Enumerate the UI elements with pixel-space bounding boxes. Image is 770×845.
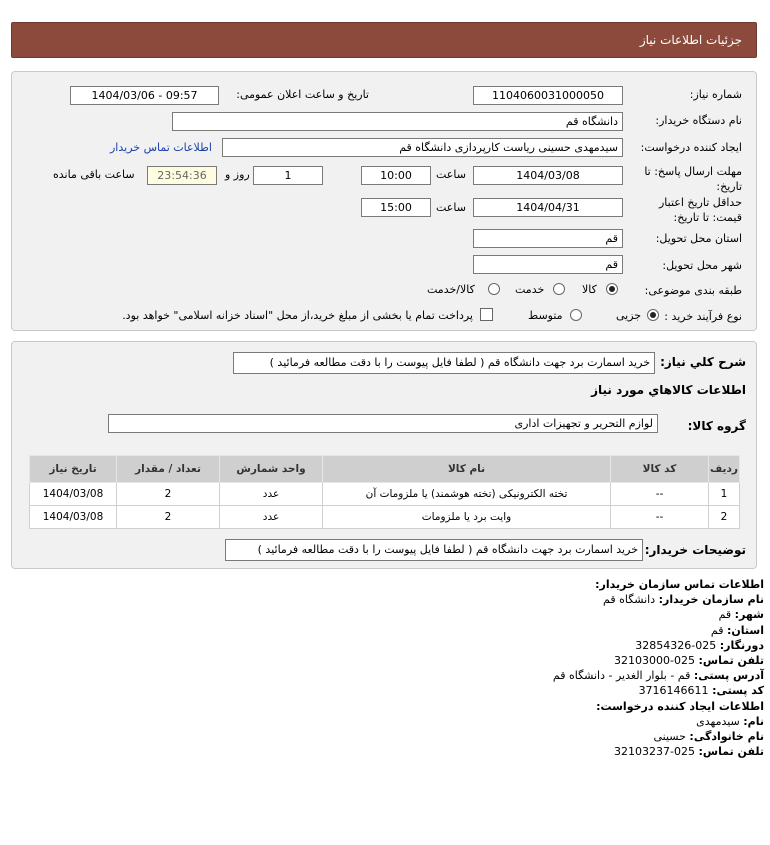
deadline-time-field: 10:00 (361, 166, 431, 185)
process-option-minor: جزیی (616, 309, 642, 322)
contact-phone: تلفن تماس: 025-32103000 (614, 654, 764, 668)
col-unit-header: واحد شمارش (220, 456, 323, 483)
process-option-medium: متوسط (528, 309, 563, 322)
buyer-notes-field: خرید اسمارت برد جهت دانشگاه قم ( لطفا فایل پیوست را با دقت مطالعه فرمائید ) (225, 539, 643, 561)
buyer-notes-label: توضیحات خریدار: (644, 543, 746, 557)
contact-title: اطلاعات تماس سازمان خریدار: (595, 578, 764, 591)
goods-info-title: اطلاعات کالاهاي مورد نياز (591, 383, 746, 397)
cell-qty: 2 (117, 483, 220, 506)
contact-postal: کد پستی: 3716146611 (638, 684, 764, 698)
days-label: روز و (225, 168, 250, 181)
col-qty-header: تعداد / مقدار (117, 456, 220, 483)
creator-label: ایجاد کننده درخواست: (640, 141, 742, 154)
validity-time-field: 15:00 (361, 198, 431, 217)
process-radio-medium[interactable] (570, 309, 582, 321)
buyer-org-label: نام دستگاه خریدار: (655, 114, 742, 127)
cell-row: 1 (709, 483, 740, 506)
need-number-label: شماره نیاز: (689, 88, 742, 101)
cell-code: -- (611, 483, 709, 506)
cell-date: 1404/03/08 (30, 506, 117, 529)
province-label: استان محل تحویل: (655, 232, 742, 245)
announce-field: 1404/03/06 - 09:57 (70, 86, 219, 105)
category-label: طبقه بندی موضوعی: (644, 284, 742, 297)
treasury-checkbox[interactable] (480, 308, 493, 321)
remaining-label: ساعت باقی مانده (53, 168, 135, 181)
contact-org-name: نام سازمان خریدار: دانشگاه قم (603, 593, 764, 607)
description-field: خرید اسمارت برد جهت دانشگاه قم ( لطفا فایل پیوست را با دقت مطالعه فرمائید ) (233, 352, 655, 374)
creator-first-name: نام: سیدمهدی (696, 714, 764, 728)
cell-unit: عدد (220, 483, 323, 506)
col-name-header: نام کالا (323, 456, 611, 483)
category-radio-goods[interactable] (606, 283, 618, 295)
table-header-row (30, 456, 740, 483)
cell-name: تخته الکترونیکی (تخته هوشمند) یا ملزومات آن (323, 483, 611, 506)
need-number-field: 1104060031000050 (473, 86, 623, 105)
cell-row: 2 (709, 506, 740, 529)
city-field: قم (473, 255, 623, 274)
category-option-goods: کالا (582, 283, 597, 296)
creator-title: اطلاعات ایجاد کننده درخواست: (596, 699, 764, 713)
cell-qty: 2 (117, 506, 220, 529)
col-code-header: کد کالا (611, 456, 709, 483)
validity-time-label: ساعت (436, 201, 466, 214)
creator-phone: تلفن تماس: 025-32103237 (614, 745, 764, 759)
cell-name: وایت برد یا ملزومات (323, 506, 611, 529)
cell-code: -- (611, 506, 709, 529)
deadline-label: مهلت ارسال پاسخ: تا تاریخ: (644, 165, 742, 193)
creator-last-name: نام خانوادگی: حسینی (653, 730, 764, 744)
treasury-text: پرداخت تمام یا بخشی از مبلغ خرید،از محل "اسناد خزانه اسلامی" خواهد بود. (122, 309, 473, 322)
buyer-org-field: دانشگاه قم (172, 112, 623, 131)
category-option-service: خدمت (515, 283, 545, 296)
category-radio-service[interactable] (553, 283, 565, 295)
deadline-time-label: ساعت (436, 168, 466, 181)
page-title: جزئیات اطلاعات نیاز (639, 33, 742, 47)
description-label: شرح کلي نياز: (660, 355, 746, 369)
province-field: قم (473, 229, 623, 248)
contact-info-block (264, 577, 764, 759)
contact-fax: دورنگار: 025-32854326 (635, 638, 764, 652)
table-row (30, 483, 740, 506)
city-label: شهر محل تحویل: (662, 259, 742, 272)
category-option-goods-service: کالا/خدمت (427, 283, 475, 296)
creator-field: سیدمهدی حسینی ریاست کارپردازی دانشگاه قم (222, 138, 623, 157)
deadline-date-field: 1404/03/08 (473, 166, 623, 185)
contact-address: آدرس پستی: قم - بلوار الغدیر - دانشگاه قم (552, 669, 764, 683)
table-row (30, 506, 740, 529)
items-table (29, 455, 740, 529)
col-row-header: ردیف (709, 456, 740, 483)
contact-province: استان: قم (710, 623, 764, 637)
validity-label: حداقل تاریخ اعتبار قیمت: تا تاریخ: (658, 196, 742, 224)
cell-unit: عدد (220, 506, 323, 529)
category-radio-goods-service[interactable] (488, 283, 500, 295)
announce-label: تاریخ و ساعت اعلان عمومی: (236, 88, 369, 101)
contact-city: شهر: قم (718, 608, 764, 622)
goods-group-field: لوازم التحریر و تجهیزات اداری (108, 414, 658, 433)
buyer-contact-link[interactable]: اطلاعات تماس خریدار (110, 141, 212, 154)
cell-date: 1404/03/08 (30, 483, 117, 506)
goods-group-label: گروه کالا: (687, 419, 746, 433)
process-label: نوع فرآیند خرید : (664, 310, 742, 323)
validity-date-field: 1404/04/31 (473, 198, 623, 217)
process-radio-minor[interactable] (647, 309, 659, 321)
page-header (11, 22, 757, 58)
days-field: 1 (253, 166, 323, 185)
remaining-time-field: 23:54:36 (147, 166, 217, 185)
col-date-header: تاریخ نیاز (30, 456, 117, 483)
